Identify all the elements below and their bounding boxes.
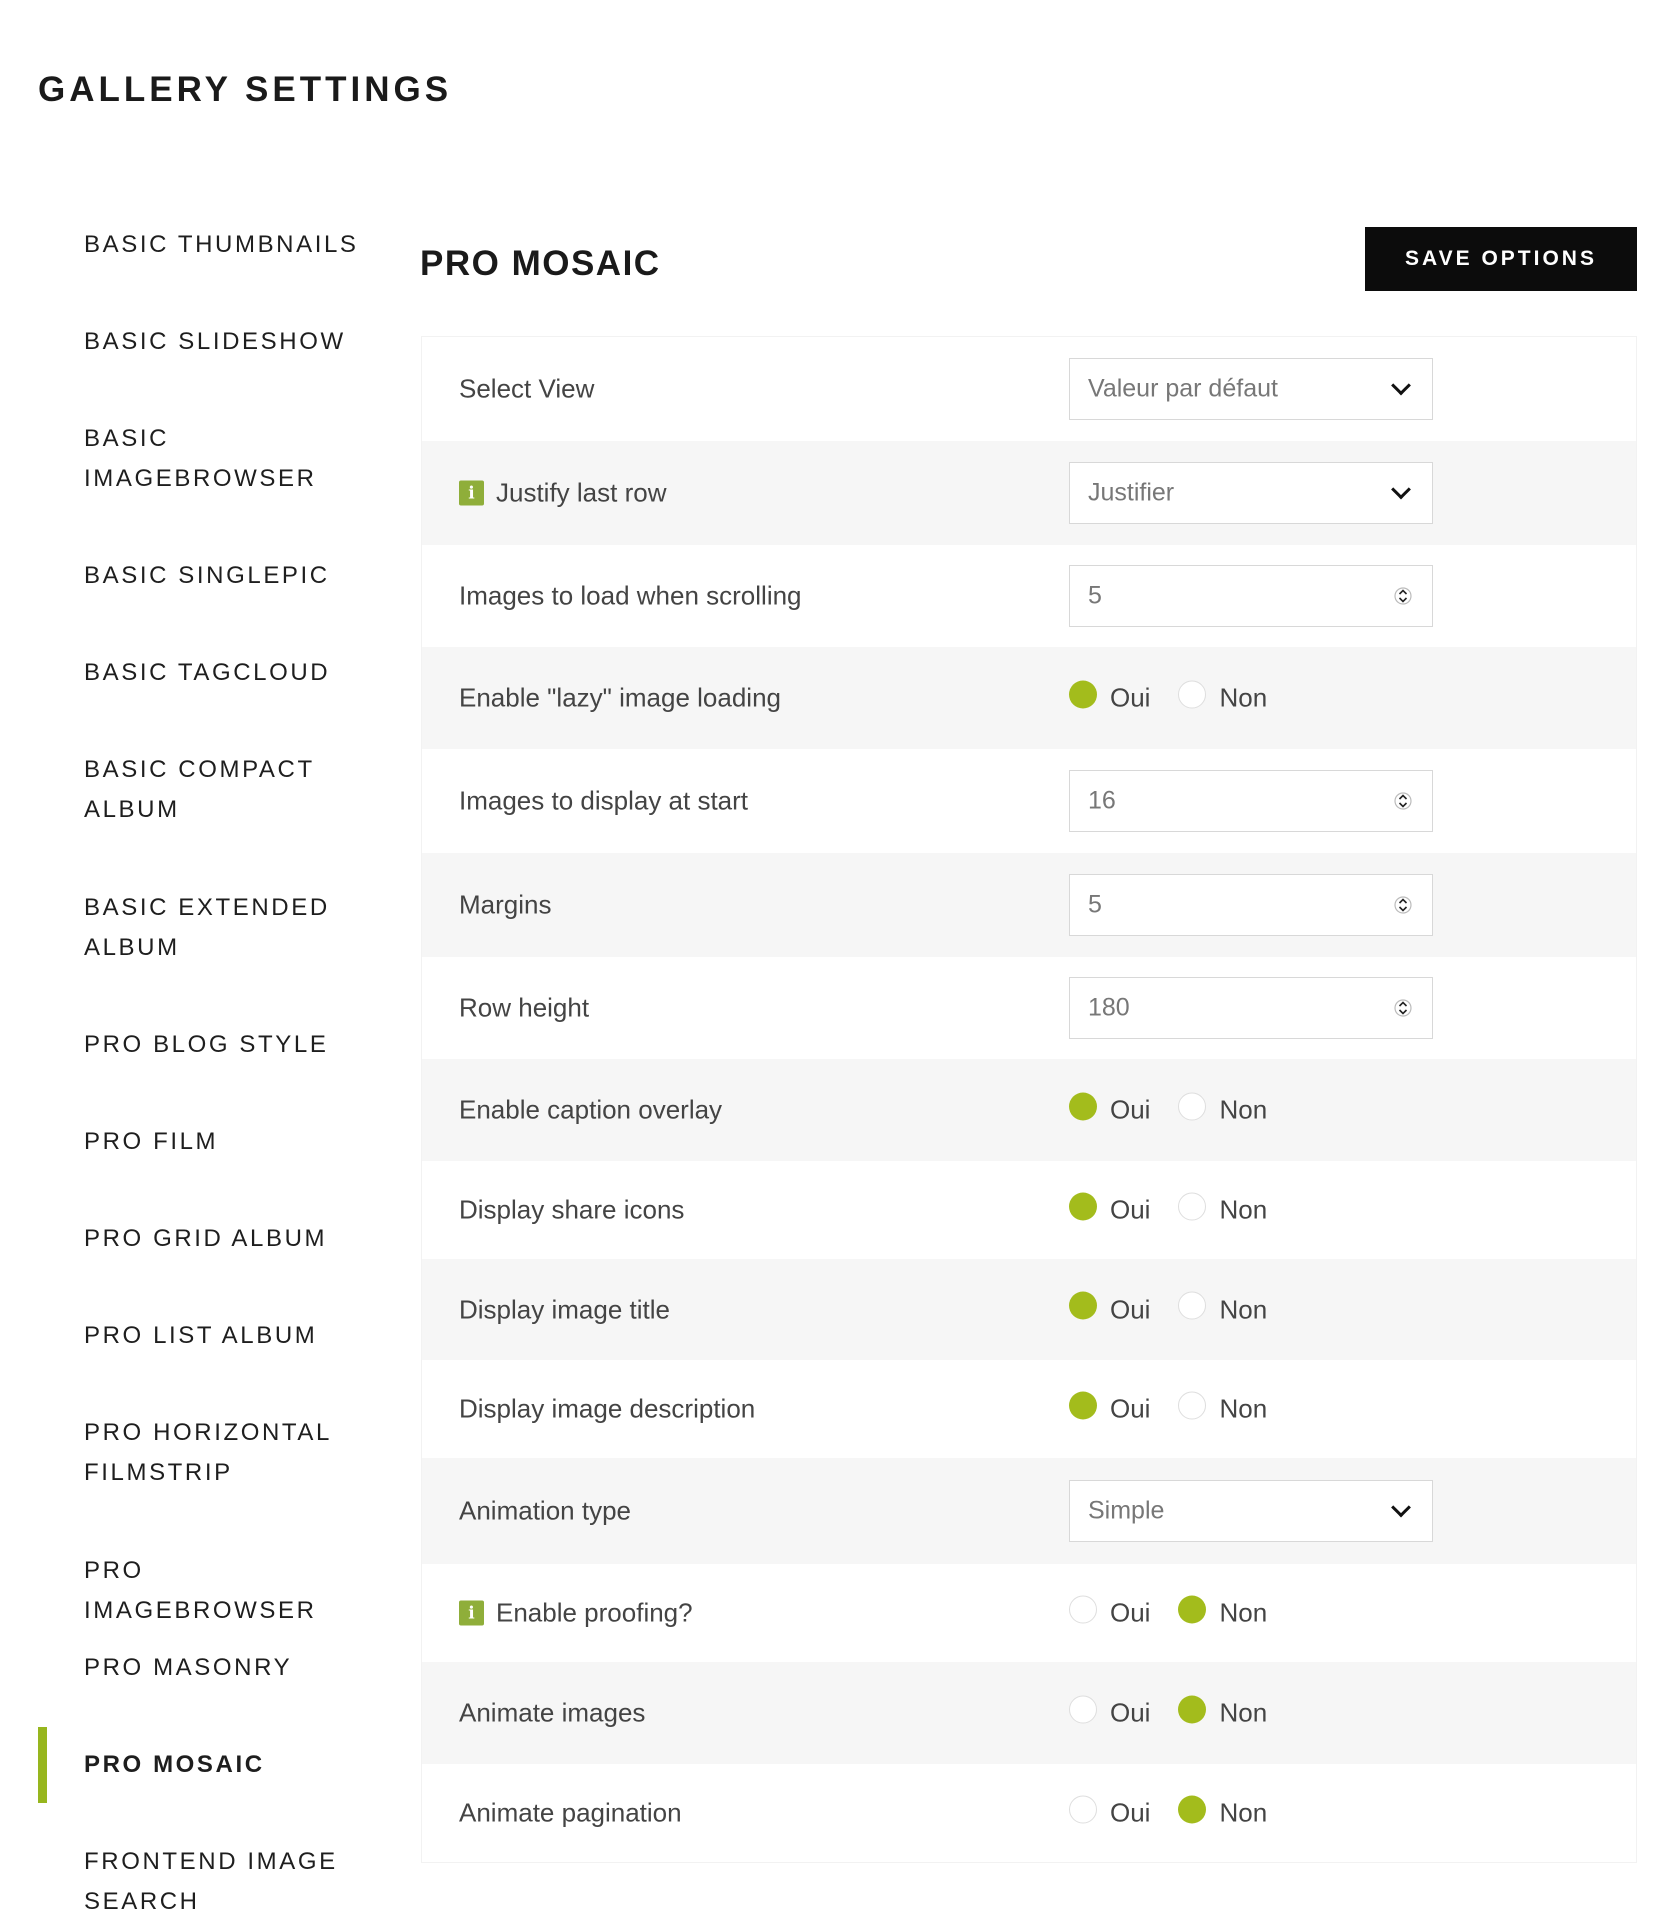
setting-label [459,1095,722,1126]
radio-control [1069,1798,1267,1829]
setting-row-margins [422,853,1636,957]
sidebar-item-frontend-image-search[interactable]: FRONTEND IMAGE SEARCH [84,1848,338,1915]
setting-label [459,1496,631,1527]
setting-label [459,581,802,612]
select-view-select[interactable] [1069,358,1433,420]
radio-button[interactable] [1178,1695,1206,1723]
images-to-display-at-start-input[interactable] [1069,770,1433,832]
radio-label: Non [1219,1094,1268,1125]
radio-control [1069,683,1267,714]
number-control [1069,565,1433,627]
number-value: 16 [1088,786,1116,815]
spinner-icon[interactable] [1394,996,1412,1020]
radio-button[interactable] [1178,1192,1206,1220]
setting-row-images-to-load-when-scrolling [422,545,1636,647]
radio-label: Non [1219,1393,1268,1424]
radio-button[interactable] [1069,1391,1097,1419]
setting-row-display-share-icons [422,1161,1636,1259]
setting-row-animation-type [422,1458,1636,1564]
sidebar-item-pro-grid-album[interactable]: PRO GRID ALBUM [84,1225,328,1252]
radio-control [1069,1698,1267,1729]
sidebar-item-pro-blog-style[interactable]: PRO BLOG STYLE [84,1031,329,1058]
setting-label [459,993,589,1024]
radio-option-non[interactable] [1178,1195,1267,1226]
radio-label: Oui [1110,1294,1151,1324]
radio-option-oui[interactable] [1069,1095,1150,1126]
images-to-load-when-scrolling-input[interactable] [1069,565,1433,627]
radio-button[interactable] [1069,1192,1097,1220]
setting-label-text: Display share icons [459,1194,685,1225]
radio-option-non[interactable] [1178,1598,1267,1629]
number-value: 5 [1088,890,1102,919]
setting-label-text: Display image title [459,1294,670,1324]
select-control [1069,358,1433,420]
setting-label-text: Animate images [459,1697,646,1728]
info-icon[interactable]: i [459,481,484,506]
radio-control [1069,1394,1267,1425]
setting-label [459,1698,645,1729]
sidebar-item-pro-mosaic[interactable]: PRO MOSAIC [38,1745,378,1785]
setting-label-text: Enable caption overlay [459,1094,723,1125]
chevron-down-icon [1391,1498,1411,1518]
radio-label: Non [1219,1294,1268,1324]
number-control [1069,977,1433,1039]
radio-button[interactable] [1178,680,1206,708]
sidebar-item-basic-thumbnails[interactable]: BASIC THUMBNAILS [84,231,359,258]
setting-label [459,1294,670,1325]
sidebar-item-pro-masonry[interactable]: PRO MASONRY [84,1654,293,1681]
animate-images-radio-group [1069,1698,1267,1729]
sidebar-item-pro-list-album[interactable]: PRO LIST ALBUM [84,1322,318,1349]
radio-option-oui[interactable] [1069,1598,1150,1629]
number-value: 5 [1088,581,1102,610]
select-control [1069,462,1433,524]
sidebar-item-basic-compact-album[interactable]: BASIC COMPACT ALBUM [84,756,315,823]
setting-row-justify-last-row [422,441,1636,545]
enable-lazy-image-loading-radio-group [1069,683,1267,714]
enable-proofing-radio-group [1069,1598,1267,1629]
sidebar-item-pro-film[interactable]: PRO FILM [84,1128,219,1155]
setting-label-text: Row height [459,992,590,1023]
number-control [1069,874,1433,936]
sidebar-item-basic-singlepic[interactable]: BASIC SINGLEPIC [84,562,330,589]
section-title: PRO MOSAIC [420,244,661,283]
animate-pagination-radio-group [1069,1798,1267,1829]
setting-label-text: Display image description [459,1393,756,1424]
radio-label: Non [1219,682,1268,713]
sidebar-item-basic-extended-album[interactable]: BASIC EXTENDED ALBUM [84,894,330,961]
radio-button[interactable] [1178,1391,1206,1419]
radio-option-oui[interactable] [1069,1698,1150,1729]
setting-row-animate-pagination [422,1764,1636,1862]
radio-button[interactable] [1178,1795,1206,1823]
radio-label: Non [1219,1597,1268,1628]
radio-option-oui[interactable] [1069,1798,1150,1829]
radio-label: Non [1219,1797,1268,1828]
setting-label [459,890,551,921]
radio-label: Oui [1110,1697,1151,1728]
spinner-icon[interactable] [1394,584,1412,608]
setting-label-text: Animate pagination [459,1797,682,1828]
radio-button[interactable] [1069,1695,1097,1723]
setting-label-text: Images to load when scrolling [459,580,802,611]
radio-button[interactable] [1069,1092,1097,1120]
setting-row-images-to-display-at-start [422,749,1636,853]
radio-button[interactable] [1178,1292,1206,1320]
radio-option-non[interactable] [1178,1294,1267,1325]
select-value: Justifier [1088,478,1175,507]
select-value: Simple [1088,1496,1165,1525]
setting-label [459,786,748,817]
sidebar-item-pro-imagebrowser[interactable]: PRO IMAGEBROWSER [84,1557,317,1624]
setting-row-display-image-title [422,1259,1636,1360]
setting-label [459,683,781,714]
radio-option-non[interactable] [1178,1698,1267,1729]
radio-option-oui[interactable] [1069,1394,1150,1425]
select-value: Valeur par défaut [1088,374,1278,403]
display-image-description-radio-group [1069,1394,1267,1425]
setting-label-text: Enable "lazy" image loading [459,682,781,713]
setting-label-text: Animation type [459,1495,631,1526]
page-title: GALLERY SETTINGS [38,70,453,109]
setting-label-text: Select View [459,373,595,404]
settings-panel [421,336,1637,1863]
setting-label-text: Images to display at start [459,785,749,816]
number-value: 180 [1088,993,1130,1022]
setting-label [459,1394,755,1425]
chevron-down-icon [1391,376,1411,396]
sidebar-item-basic-tagcloud[interactable]: BASIC TAGCLOUD [84,659,331,686]
radio-option-non[interactable] [1178,1394,1267,1425]
setting-label [459,1195,684,1226]
setting-row-enable-caption-overlay [422,1059,1636,1161]
setting-label [459,1598,693,1629]
setting-row-select-view [422,337,1636,441]
setting-row-enable-proofing [422,1564,1636,1662]
radio-control [1069,1095,1267,1126]
spinner-icon[interactable] [1394,789,1412,813]
radio-label: Oui [1110,1797,1151,1828]
radio-button[interactable] [1069,680,1097,708]
radio-label: Non [1219,1194,1268,1225]
justify-last-row-select[interactable] [1069,462,1433,524]
radio-option-oui[interactable] [1069,683,1150,714]
chevron-down-icon [1391,480,1411,500]
sidebar-item-pro-horizontal-filmstrip[interactable]: PRO HORIZONTAL FILMSTRIP [84,1419,332,1486]
radio-label: Oui [1110,1597,1151,1628]
display-image-title-radio-group [1069,1294,1267,1325]
radio-label: Oui [1110,1393,1151,1424]
setting-label [459,478,667,509]
setting-label-text: Enable proofing? [496,1597,693,1628]
row-height-input[interactable] [1069,977,1433,1039]
margins-input[interactable] [1069,874,1433,936]
spinner-icon[interactable] [1394,893,1412,917]
animation-type-select[interactable] [1069,1480,1433,1542]
enable-caption-overlay-radio-group [1069,1095,1267,1126]
number-control [1069,770,1433,832]
radio-control [1069,1598,1267,1629]
radio-option-oui[interactable] [1069,1195,1150,1226]
radio-label: Oui [1110,1094,1151,1125]
sidebar-item-basic-imagebrowser[interactable]: BASIC IMAGEBROWSER [84,425,317,492]
select-control [1069,1480,1433,1542]
radio-option-non[interactable] [1178,1798,1267,1829]
setting-row-display-image-description [422,1360,1636,1458]
radio-label: Oui [1110,1194,1151,1225]
radio-button[interactable] [1069,1595,1097,1623]
radio-option-non[interactable] [1178,683,1267,714]
radio-control [1069,1195,1267,1226]
radio-button[interactable] [1069,1292,1097,1320]
radio-option-oui[interactable] [1069,1294,1150,1325]
setting-label [459,1798,682,1829]
radio-label: Oui [1110,682,1151,713]
setting-row-enable-lazy-image-loading [422,647,1636,749]
sidebar-item-basic-slideshow[interactable]: BASIC SLIDESHOW [84,328,346,355]
radio-option-non[interactable] [1178,1095,1267,1126]
radio-button[interactable] [1178,1595,1206,1623]
info-icon[interactable]: i [459,1601,484,1626]
setting-row-row-height [422,957,1636,1059]
setting-row-animate-images [422,1662,1636,1764]
setting-label [459,374,594,405]
setting-label-text: Justify last row [496,477,667,508]
radio-control [1069,1294,1267,1325]
display-share-icons-radio-group [1069,1195,1267,1226]
setting-label-text: Margins [459,889,552,920]
radio-button[interactable] [1069,1795,1097,1823]
save-options-button[interactable]: SAVE OPTIONS [1365,227,1637,291]
radio-button[interactable] [1178,1092,1206,1120]
radio-label: Non [1219,1697,1268,1728]
